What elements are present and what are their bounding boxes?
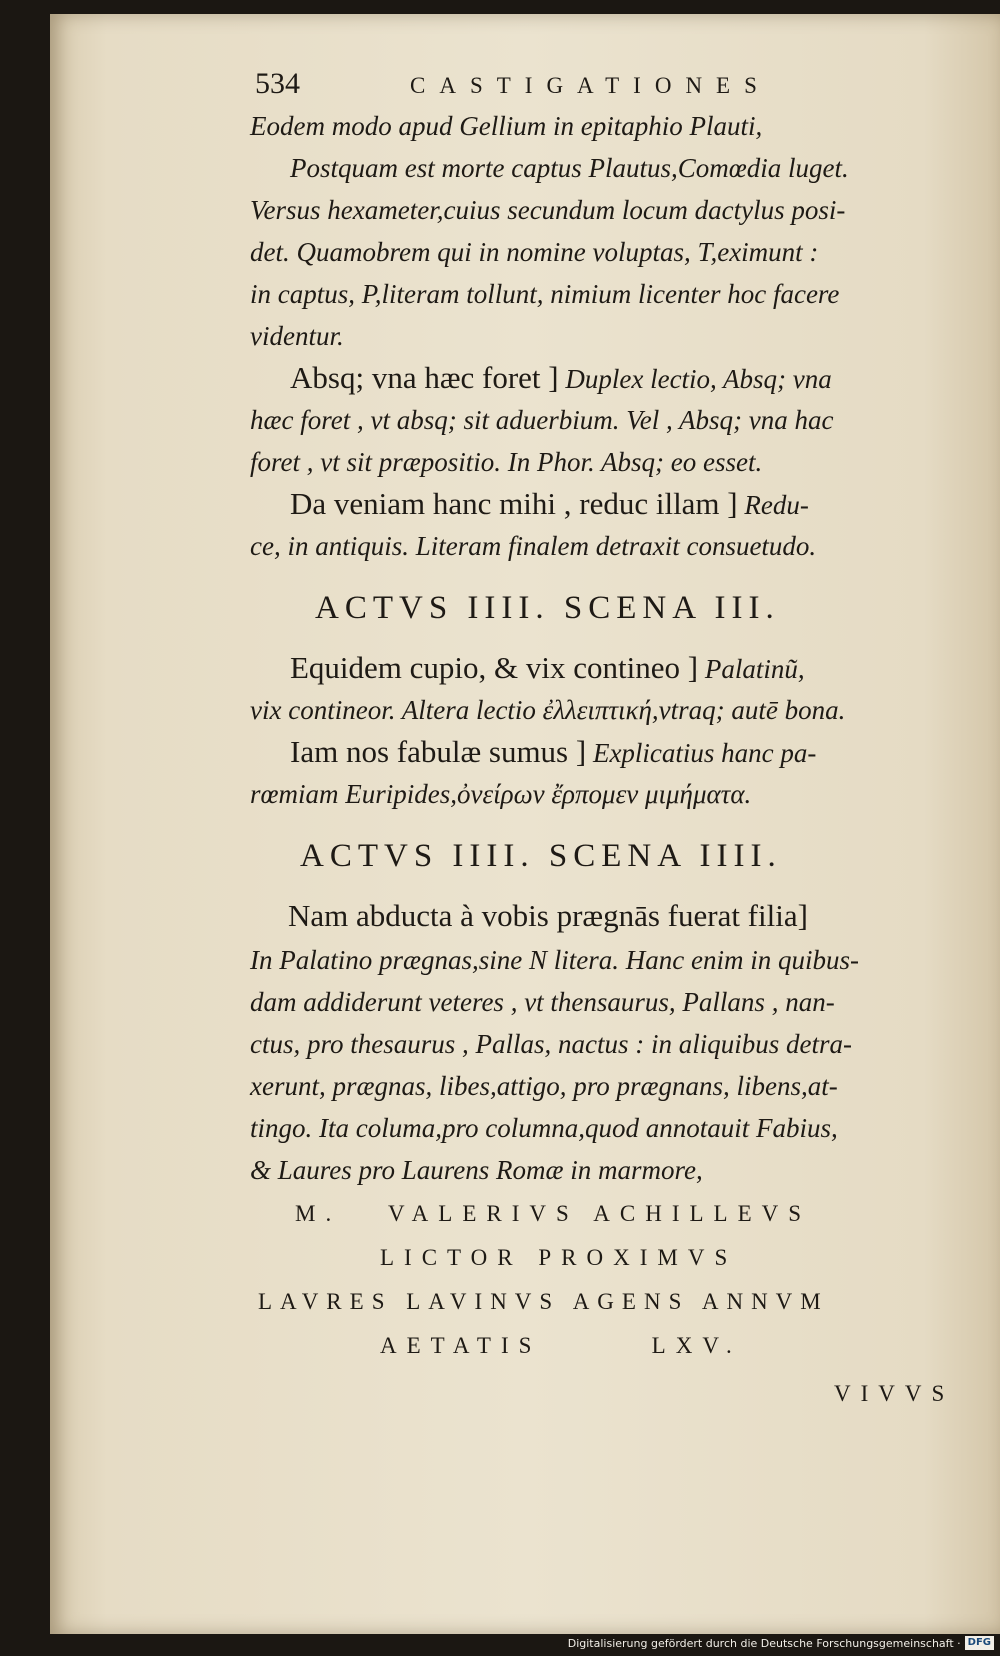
lemma: Da veniam hanc mihi , reduc illam ]: [290, 486, 738, 521]
text-line: in captus, P,literam tollunt, nimium licenter hoc facere: [250, 279, 840, 309]
running-head: CASTIGATIONES: [410, 73, 771, 98]
commentary: Explicatius hanc pa-: [586, 738, 817, 768]
text-line: xerunt, prægnas, libes,attigo, pro prægnans, libens,at-: [250, 1071, 838, 1101]
text-line: & Laures pro Laurens Romæ in marmore,: [250, 1155, 703, 1185]
text-line: tingo. Ita columa,pro columna,quod annotauit Fabius,: [250, 1113, 838, 1143]
dfg-logo: DFG: [965, 1636, 994, 1650]
text-line: det. Quamobrem qui in nomine voluptas, T,eximunt :: [250, 237, 819, 267]
commentary: Duplex lectio, Absq; vna: [558, 364, 832, 394]
text-line: Eodem modo apud Gellium in epitaphio Plauti,: [250, 111, 763, 141]
text-line: Postquam est morte captus Plautus,Comœdia luget.: [290, 153, 849, 183]
inscription-line: VIVVS: [834, 1381, 955, 1406]
text-line: In Palatino prægnas,sine N litera. Hanc enim in quibus-: [250, 945, 859, 975]
lemma: Equidem cupio, & vix contineo ]: [290, 650, 699, 685]
text-line: hæc foret , vt absq; sit aduerbium. Vel , Absq; vna hac: [250, 405, 834, 435]
text-line: dam addiderunt veteres , vt thensaurus, Pallans , nan-: [250, 987, 835, 1017]
lemma-line: [290, 650, 805, 687]
lemma-line: [290, 486, 809, 523]
page-number: 534: [255, 67, 300, 100]
section-heading: ACTVS IIII. SCENA IIII.: [300, 838, 782, 874]
commentary: Redu-: [737, 490, 809, 520]
text-line: Versus hexameter,cuius secundum locum dactylus posi-: [250, 195, 846, 225]
text-line: videntur.: [250, 321, 344, 351]
text-line: rœmiam Euripides,ὀνείρων ἔρπομεν μιμήματα.: [250, 779, 752, 809]
inscription-line: AETATIS LXV.: [380, 1333, 742, 1358]
inscription-line: LICTOR PROXIMVS: [380, 1245, 738, 1270]
inscription-line: M. VALERIVS ACHILLEVS: [295, 1201, 812, 1226]
digitization-credit: [568, 1634, 994, 1652]
lemma-line: [290, 360, 832, 397]
book-page: [50, 14, 1000, 1634]
text-line: vix contineor. Altera lectio ἐλλειπτική,vtraq; autē bona.: [250, 695, 846, 725]
commentary: Palatinũ,: [698, 654, 805, 684]
lemma: Nam abducta à vobis prægnās fuerat filia]: [288, 898, 808, 933]
lemma: Absq; vna hæc foret ]: [290, 360, 559, 395]
text-line: ce, in antiquis. Literam finalem detraxit consuetudo.: [250, 531, 817, 561]
lemma: Iam nos fabulæ sumus ]: [290, 734, 587, 769]
inscription-line: LAVRES LAVINVS AGENS ANNVM: [258, 1289, 829, 1314]
lemma-line: [290, 734, 816, 771]
text-line: ctus, pro thesaurus , Pallas, nactus : in aliquibus detra-: [250, 1029, 852, 1059]
text-line: foret , vt sit præpositio. In Phor. Absq; eo esset.: [250, 447, 763, 477]
section-heading: ACTVS IIII. SCENA III.: [315, 590, 780, 626]
credit-text: Digitalisierung gefördert durch die Deutsche Forschungsgemeinschaft ·: [567, 1636, 961, 1650]
